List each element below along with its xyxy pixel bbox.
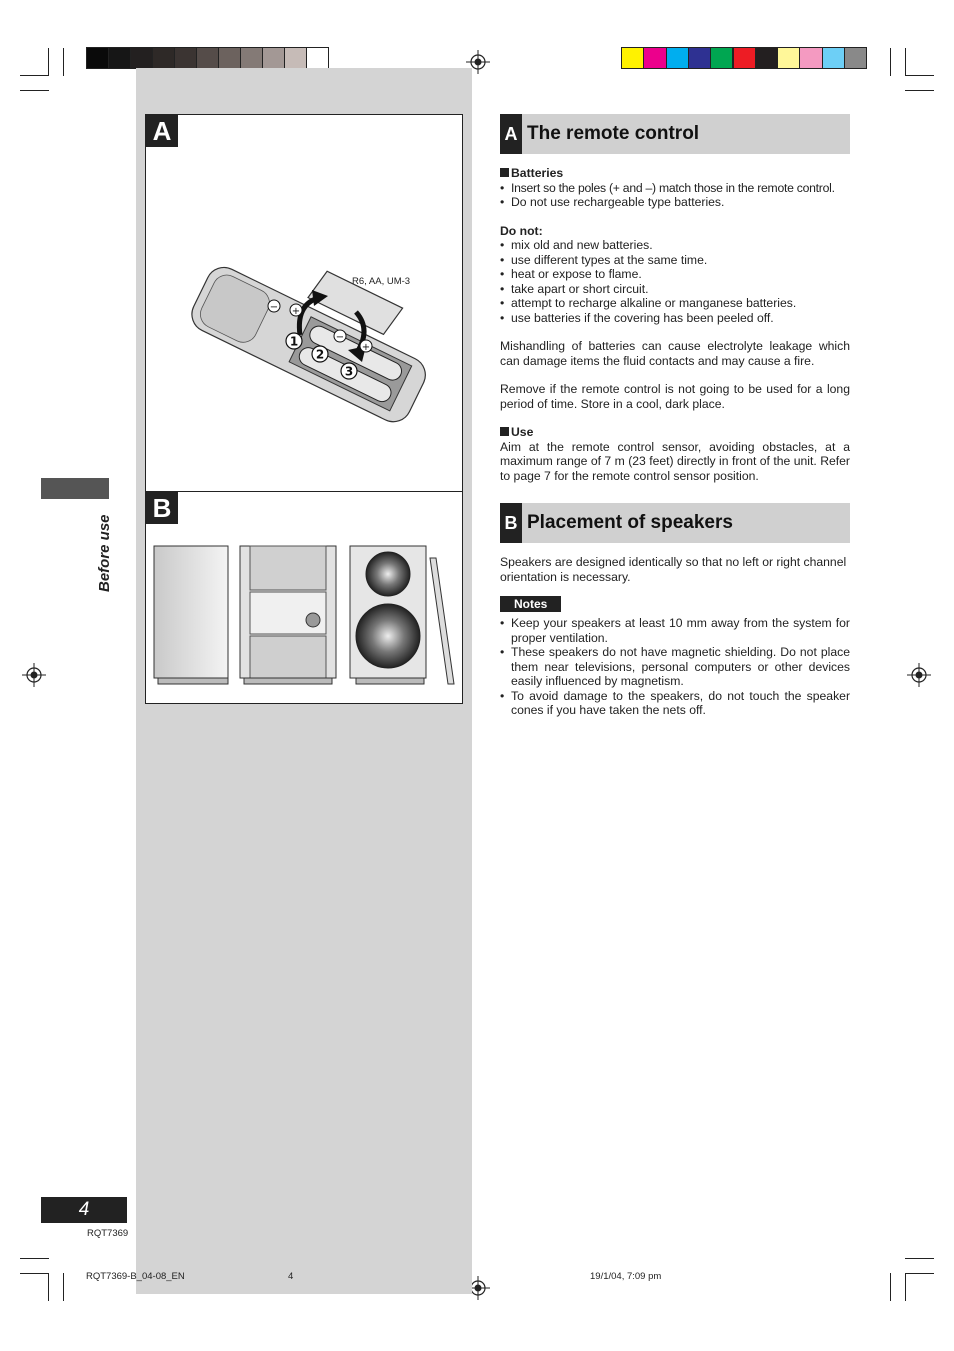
color-swatch	[777, 47, 800, 69]
crop-mark	[20, 1258, 49, 1259]
color-swatch	[822, 47, 845, 69]
footer-timestamp: 19/1/04, 7:09 pm	[590, 1271, 662, 1282]
section-a-body	[500, 166, 850, 483]
section-b-title: Placement of speakers	[527, 512, 733, 533]
list-item: • use batteries if the covering has been peeled off.	[500, 311, 850, 326]
remote-battery-insertion-icon	[176, 250, 436, 450]
color-swatch	[621, 47, 644, 69]
crop-mark	[905, 1273, 906, 1301]
svg-text:−: −	[335, 332, 345, 343]
crop-mark	[905, 75, 934, 76]
step-label: 1	[289, 334, 299, 349]
list-item: • use different types at the same time.	[500, 253, 850, 268]
color-swatch	[174, 47, 197, 69]
notes-list	[500, 616, 850, 718]
panel-a-letter: A	[146, 115, 178, 147]
panel-b-letter: B	[146, 492, 178, 524]
model-code: RQT7369	[87, 1228, 129, 1239]
section-b-body	[500, 555, 850, 718]
color-swatch	[284, 47, 307, 69]
color-swatch	[108, 47, 131, 69]
color-swatch	[306, 47, 329, 69]
svg-text:+: +	[291, 306, 301, 317]
color-swatch	[844, 47, 867, 69]
svg-text:−: −	[269, 302, 279, 313]
section-tab	[41, 478, 109, 499]
color-swatch	[710, 47, 733, 69]
list-item: • Insert so the poles (+ and –) match those in the remote control.	[500, 181, 850, 196]
list-item: • mix old and new batteries.	[500, 238, 850, 253]
speaker-system-icon	[152, 544, 458, 690]
list-item: • To avoid damage to the speakers, do not touch the speaker cones if you have taken the nets off.	[500, 689, 850, 718]
square-bullet-icon	[500, 168, 509, 177]
battery-type-label: R6, AA, UM-3	[352, 276, 411, 287]
color-swatch	[130, 47, 153, 69]
panel-b-speaker-illustration	[145, 491, 463, 704]
remove-paragraph: Remove if the remote control is not going to be used for a long period of time. Store in a cool, dark place.	[500, 382, 850, 411]
mishandling-paragraph: Mishandling of batteries can cause electrolyte leakage which can damage items the fluid contacts and may cause a fire.	[500, 339, 850, 368]
color-swatch	[643, 47, 666, 69]
section-label: Before use	[96, 514, 113, 592]
list-item: • take apart or short circuit.	[500, 282, 850, 297]
color-swatch	[733, 47, 756, 69]
batteries-list	[500, 181, 850, 210]
svg-text:+: +	[361, 342, 371, 353]
step-label: 2	[315, 347, 325, 362]
color-swatch	[240, 47, 263, 69]
crop-mark	[905, 1258, 934, 1259]
notes-label: Notes	[500, 596, 561, 612]
registration-mark-icon	[22, 663, 46, 687]
step-label: 3	[344, 364, 354, 379]
color-swatch	[86, 47, 109, 69]
use-heading: Use	[500, 425, 850, 440]
crop-mark	[20, 75, 49, 76]
crop-mark	[905, 1273, 934, 1274]
footer-file-page: 4	[288, 1271, 294, 1282]
use-paragraph: Aim at the remote control sensor, avoiding obstacles, at a maximum range of 7 m (23 feet) directly in front of the unit. Refer to page 7 for the remote control sensor position.	[500, 439, 850, 483]
square-bullet-icon	[500, 427, 509, 436]
color-swatch	[755, 47, 778, 69]
crop-mark	[890, 48, 891, 76]
panel-a-remote-illustration	[145, 114, 463, 492]
color-swatch	[799, 47, 822, 69]
page-number: 4	[41, 1197, 127, 1223]
section-a-header	[500, 114, 850, 154]
crop-mark	[905, 90, 934, 91]
list-item: • These speakers do not have magnetic shielding. Do not place them near televisions, personal computers or other devices easily influenced by magnetism.	[500, 645, 850, 689]
crop-mark	[20, 1273, 49, 1274]
crop-mark	[20, 90, 49, 91]
section-b-letter: B	[500, 503, 522, 543]
crop-mark	[890, 1273, 891, 1301]
color-swatch	[262, 47, 285, 69]
registration-mark-icon	[907, 663, 931, 687]
footer-file-name: RQT7369-B_04-08_EN	[86, 1271, 185, 1282]
crop-mark	[63, 48, 64, 76]
color-swatch	[196, 47, 219, 69]
color-swatch	[688, 47, 711, 69]
section-b-header	[500, 503, 850, 543]
do-not-list	[500, 238, 850, 325]
section-a-letter: A	[500, 114, 522, 154]
list-item: • Keep your speakers at least 10 mm away from the system for proper ventilation.	[500, 616, 850, 645]
list-item: • attempt to recharge alkaline or manganese batteries.	[500, 296, 850, 311]
crop-mark	[48, 48, 49, 76]
list-item: • heat or expose to flame.	[500, 267, 850, 282]
color-swatch	[218, 47, 241, 69]
crop-mark	[905, 48, 906, 76]
color-swatch	[666, 47, 689, 69]
list-item: • Do not use rechargeable type batteries.	[500, 195, 850, 210]
batteries-heading: Batteries	[500, 166, 850, 181]
speakers-intro: Speakers are designed identically so that no left or right channel orientation is necessary.	[500, 555, 847, 584]
crop-mark	[63, 1273, 64, 1301]
color-swatch	[152, 47, 175, 69]
crop-mark	[48, 1273, 49, 1301]
do-not-heading: Do not:	[500, 223, 543, 238]
section-a-title: The remote control	[527, 123, 700, 144]
